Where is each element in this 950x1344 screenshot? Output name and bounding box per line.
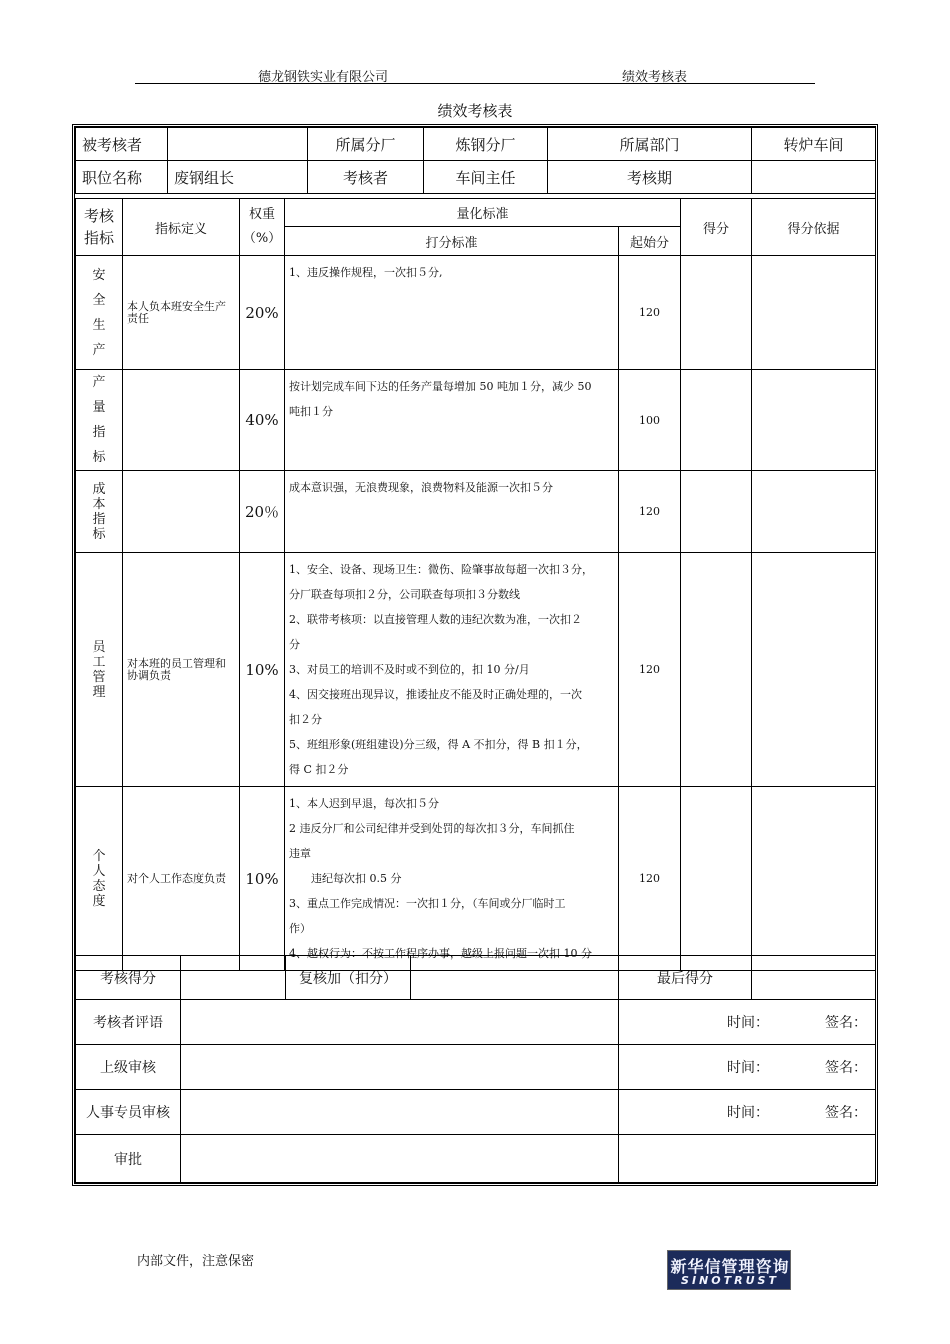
hr-review-signature[interactable] — [619, 1090, 876, 1135]
review-adjust-label: 复核加（扣分） — [286, 956, 411, 1000]
header-doc-name: 绩效考核表 — [622, 70, 688, 85]
document-title: 绩效考核表 — [437, 102, 513, 120]
score-cell[interactable] — [681, 471, 752, 553]
table-row — [76, 553, 876, 787]
examinee-label: 被考核者 — [76, 128, 168, 161]
position-field[interactable]: 废钢组长 — [168, 161, 308, 194]
sinotrust-logo — [667, 1250, 791, 1290]
summary-table — [75, 955, 876, 1183]
approve-label: 审批 — [76, 1135, 181, 1183]
indicator-cell: 安 全 生 产 — [76, 256, 123, 370]
branch-field[interactable]: 炼钢分厂 — [424, 128, 548, 161]
table-row — [76, 471, 876, 553]
score-cell[interactable] — [681, 787, 752, 971]
exam-score-field[interactable] — [181, 956, 286, 1000]
definition-cell: 本人负本班安全生产责任 — [123, 256, 240, 370]
table-row — [76, 256, 876, 370]
sign-label: 签名： — [825, 1015, 867, 1031]
definition-cell: 对个人工作态度负责 — [123, 787, 240, 971]
header-rule — [135, 83, 815, 84]
indicator-cell: 成 本 指 标 — [76, 471, 123, 553]
examiner-field[interactable]: 车间主任 — [424, 161, 548, 194]
weight-header: 权重 （%） — [240, 199, 285, 256]
dept-field[interactable]: 转炉车间 — [752, 128, 876, 161]
score-cell[interactable] — [681, 370, 752, 471]
period-field[interactable] — [752, 161, 876, 194]
sign-label: 签名： — [825, 1105, 867, 1121]
superior-review-label: 上级审核 — [76, 1045, 181, 1090]
definition-cell — [123, 471, 240, 553]
examinee-field[interactable] — [168, 128, 308, 161]
quant-standard-header: 量化标准 — [285, 199, 681, 227]
standard-cell: 按计划完成车间下达的任务产量每增加 50 吨加１分，减少 50 吨扣１分 — [285, 370, 619, 471]
start-score-cell: 120 — [619, 256, 681, 370]
start-score-cell: 120 — [619, 787, 681, 971]
indicator-header: 考核 指标 — [76, 199, 123, 256]
confidential-note: 内部文件，注意保密 — [137, 1254, 255, 1269]
basis-cell[interactable] — [752, 370, 876, 471]
start-score-cell: 120 — [619, 471, 681, 553]
weight-cell: 40% — [240, 370, 285, 471]
examiner-label: 考核者 — [308, 161, 424, 194]
start-score-header: 起始分 — [619, 227, 681, 256]
final-score-field[interactable] — [752, 956, 876, 1000]
standard-cell: 1、本人迟到早退，每次扣５分 2 违反分厂和公司纪律并受到处罚的每次扣３分，车间抓住 违章 违纪每次扣 0.5 分 3、重点工作完成情况：一次扣１分，（车间或分厂临时工 作） 4、越权行为：不按工作程序办事，越级上报问题一次扣 10 分 — [285, 787, 619, 971]
dept-label: 所属部门 — [548, 128, 752, 161]
superior-review-field[interactable] — [181, 1045, 619, 1090]
superior-review-signature[interactable] — [619, 1045, 876, 1090]
scoring-standard-header: 打分标准 — [285, 227, 619, 256]
weight-cell: 20% — [240, 256, 285, 370]
time-label: 时间： — [727, 1060, 769, 1076]
approve-signature[interactable] — [619, 1135, 876, 1183]
final-score-label: 最后得分 — [619, 956, 752, 1000]
sign-label: 签名： — [825, 1060, 867, 1076]
standard-cell: 1、安全、设备、现场卫生：微伤、险肇事故每超一次扣３分， 分厂联查每项扣２分，公司联查每项扣３分数线 2、联带考核项：以直接管理人数的违纪次数为准，一次扣２ 分 3、对员工的培训不及时或不到位的，扣 10 分/月 4、因交接班出现异议，推诿扯皮不能及时正确处理的，一次 扣２分 5、班组形象(班组建设)分三级，得 A 不扣分，得 B 扣１分， 得 C 扣２分 — [285, 553, 619, 787]
indicator-cell: 个 人 态 度 — [76, 787, 123, 971]
examiner-comment-label: 考核者评语 — [76, 1000, 181, 1045]
basis-cell[interactable] — [752, 787, 876, 971]
score-cell[interactable] — [681, 256, 752, 370]
table-row — [76, 787, 876, 971]
review-adjust-field[interactable] — [411, 956, 619, 1000]
table-row — [76, 370, 876, 471]
header-company: 德龙钢铁实业有限公司 — [258, 70, 389, 85]
position-label: 职位名称 — [76, 161, 168, 194]
period-label: 考核期 — [548, 161, 752, 194]
exam-score-label: 考核得分 — [76, 956, 181, 1000]
logo-text-en: SINOTRUST — [681, 1274, 779, 1287]
weight-cell: 10% — [240, 553, 285, 787]
time-label: 时间： — [727, 1105, 769, 1121]
indicator-cell: 员 工 管 理 — [76, 553, 123, 787]
time-label: 时间： — [727, 1015, 769, 1031]
approve-field[interactable] — [181, 1135, 619, 1183]
basis-cell[interactable] — [752, 553, 876, 787]
definition-cell: 对本班的员工管理和协调负责 — [123, 553, 240, 787]
standard-cell: 1、违反操作规程，一次扣５分, — [285, 256, 619, 370]
start-score-cell: 120 — [619, 553, 681, 787]
indicator-cell: 产 量 指 标 — [76, 370, 123, 471]
score-header: 得分 — [681, 199, 752, 256]
hr-review-field[interactable] — [181, 1090, 619, 1135]
basis-cell[interactable] — [752, 256, 876, 370]
info-table — [75, 127, 876, 194]
definition-cell — [123, 370, 240, 471]
definition-header: 指标定义 — [123, 199, 240, 256]
basis-cell[interactable] — [752, 471, 876, 553]
examiner-comment-signature[interactable] — [619, 1000, 876, 1045]
standard-cell: 成本意识强，无浪费现象，浪费物料及能源一次扣５分 — [285, 471, 619, 553]
branch-label: 所属分厂 — [308, 128, 424, 161]
logo-text-cn: 新华信管理咨询 — [670, 1257, 790, 1276]
basis-header: 得分依据 — [752, 199, 876, 256]
weight-cell: 10% — [240, 787, 285, 971]
hr-review-label: 人事专员审核 — [76, 1090, 181, 1135]
start-score-cell: 100 — [619, 370, 681, 471]
examiner-comment-field[interactable] — [181, 1000, 619, 1045]
weight-cell: 20％ — [240, 471, 285, 553]
score-cell[interactable] — [681, 553, 752, 787]
assessment-table — [75, 198, 876, 971]
